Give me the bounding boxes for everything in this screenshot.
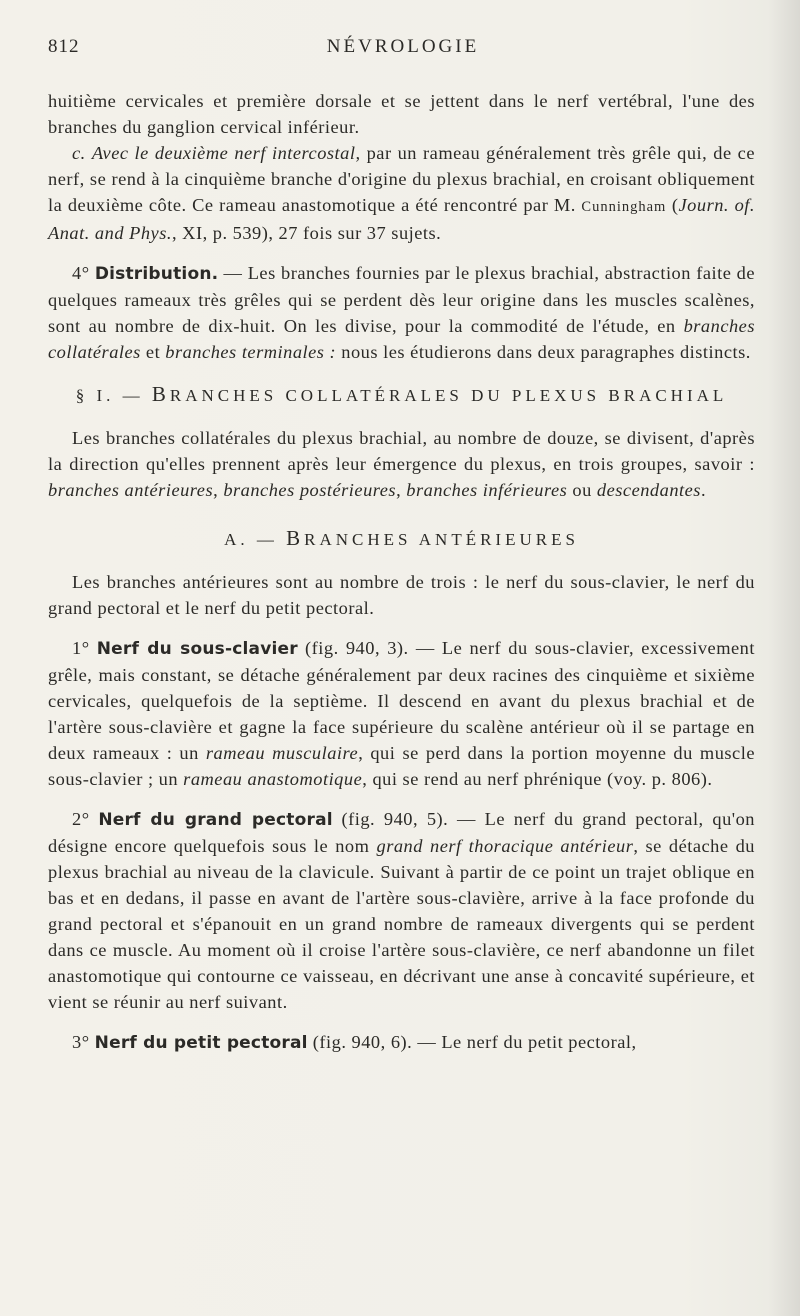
page-body [48, 88, 755, 1056]
page-number: 812 [48, 36, 80, 57]
paragraph-continuation: huitième cervicales et première dorsale et se jettent dans le nerf vertébral, l'une des branches du ganglion cervical inférieur. [48, 91, 755, 137]
paragraph-nerf-grand-pectoral: 2° Nerf du grand pectoral (fig. 940, 5). — Le nerf du grand pectoral, qu'on désigne encore quelquefois sous le nom grand nerf thoracique antérieur, se détache du plexus brachial au niveau de la clavicule. Suivant à partir de ce point un trajet oblique en bas et en dedans, il passe en avant de l'artère sous-clavière, arrive à la face profonde du grand pectoral et s'épanouit en un grand nombre de rameaux divergents qui se perdent dans ce muscle. Au moment où il croise l'artère sous-clavière, ce nerf abandonne un filet anastomotique qui contourne ce vaisseau, en décrivant une anse à concavité supérieure, et vient se réunir au nerf suivant. [48, 809, 755, 1012]
paragraph-nerf-sous-clavier: 1° Nerf du sous-clavier (fig. 940, 3). — Le nerf du sous-clavier, excessivement grêle, mais constant, se détache généralement par deux racines des cinquième et sixième cervicales, quelquefois de la septième. Il descend en avant du plexus brachial et de l'artère sous-clavière et gagne la face supérieure du scalène antérieur où il se partage en deux rameaux : un rameau musculaire, qui se perd dans la portion moyenne du muscle sous-clavier ; un rameau anastomotique, qui se rend au nerf phrénique (voy. p. 806). [48, 638, 755, 789]
paragraph-anterieures: Les branches antérieures sont au nombre de trois : le nerf du sous-clavier, le nerf du grand pectoral et le nerf du petit pectoral. [48, 572, 755, 618]
running-title: NÉVROLOGIE [326, 36, 480, 57]
paragraph-distribution: 4° Distribution. — Les branches fournies par le plexus brachial, abstraction faite de quelques rameaux très grêles qui se perdent dès leur origine dans les muscles scalènes, sont au nombre de dix-huit. On les divise, pour la commodité de l'étude, en branches collatérales et branches terminales : nous les étudierons dans deux paragraphes distincts. [48, 263, 755, 362]
paragraph-nerf-petit-pectoral: 3° Nerf du petit pectoral (fig. 940, 6). — Le nerf du petit pectoral, [72, 1032, 637, 1053]
heading-nerf-sous-clavier: Nerf du sous-clavier [96, 639, 298, 659]
heading-nerf-petit-pectoral: Nerf du petit pectoral [94, 1033, 308, 1053]
paragraph-c: c. Avec le deuxième nerf intercostal, par un rameau généralement très grêle qui, de ce nerf, se rend à la cinquième branche d'origine du plexus brachial, en croisant obliquement la deuxième côte. Ce rameau anastomotique a été rencontré par M. Cunningham (Journ. of. Anat. and Phys., XI, p. 539), 27 fois sur 37 sujets. [48, 143, 755, 243]
heading-nerf-grand-pectoral: Nerf du grand pectoral [98, 810, 333, 830]
heading-distribution: Distribution. [94, 264, 219, 284]
section-heading-anterieures: A. — BRANCHES ANTÉRIEURES [224, 526, 579, 550]
section-heading-collaterales: § I. — BRANCHES COLLATÉRALES DU PLEXUS BRACHIAL [75, 382, 728, 406]
page-header [48, 36, 758, 64]
paragraph-collaterales: Les branches collatérales du plexus brachial, au nombre de douze, se divisent, d'après la direction qu'elles prennent après leur émergence du plexus, en trois groupes, savoir : branches antérieures, branches postérieures, branches inférieures ou descendantes. [48, 428, 755, 500]
